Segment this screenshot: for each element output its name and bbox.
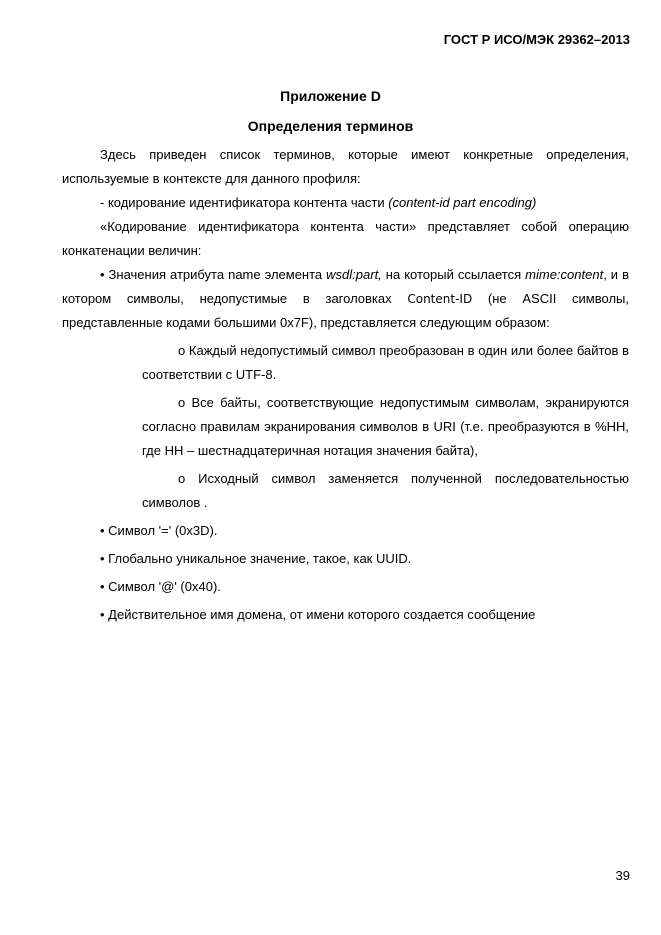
wsdl-part-term: wsdl:part, xyxy=(326,267,382,282)
appendix-title: Приложение D xyxy=(280,88,381,104)
sub-list-item: o Все байты, соответствующие недопустимым символам, экранируются согласно правилам экранирования символов в URI (т.е. преобразуются в %HH, где HH – шестнадцатеричная нотация значения байта), xyxy=(142,395,629,458)
list-item: • Символ '@' (0x40). xyxy=(100,579,221,594)
list-text: , и в котором символы, недопустимые в заголовках xyxy=(62,267,629,306)
page-number: 39 xyxy=(615,868,630,883)
list-item xyxy=(62,263,629,335)
sub-list-item: o Исходный символ заменяется полученной последовательностью символов . xyxy=(142,471,629,510)
term-paragraph xyxy=(62,191,629,215)
document-header: ГОСТ Р ИСО/МЭК 29362–2013 xyxy=(443,32,630,47)
list-text: на который ссылается xyxy=(381,267,526,282)
sub-list-item: o Каждый недопустимый символ преобразован в один или более байтов в соответствии с UTF-8. xyxy=(142,343,629,382)
list-text: (не ASCII символы, представленные кодами большими 0x7F), представляется следующим образом: xyxy=(62,291,629,330)
list-item: • Символ '=' (0x3D). xyxy=(100,523,218,538)
mime-content-term: mime:content xyxy=(525,267,604,282)
content-id-term: Content-ID xyxy=(407,292,473,306)
intro-paragraph: Здесь приведен список терминов, которые имеют конкретные определения, используемые в контексте для данного профиля: xyxy=(62,147,629,186)
term-text: - кодирование идентификатора контента части xyxy=(100,195,389,210)
list-item: • Глобально уникальное значение, такое, как UUID. xyxy=(100,551,412,566)
list-item: • Действительное имя домена, от имени которого создается сообщение xyxy=(100,607,536,622)
section-title: Определения терминов xyxy=(247,118,414,134)
list-text: • Значения атрибута name элемента xyxy=(100,267,327,282)
term-english: (content-id part encoding) xyxy=(388,195,537,210)
document-body xyxy=(62,143,629,627)
definition-paragraph: «Кодирование идентификатора контента части» представляет собой операцию конкатенации величин: xyxy=(62,219,629,258)
